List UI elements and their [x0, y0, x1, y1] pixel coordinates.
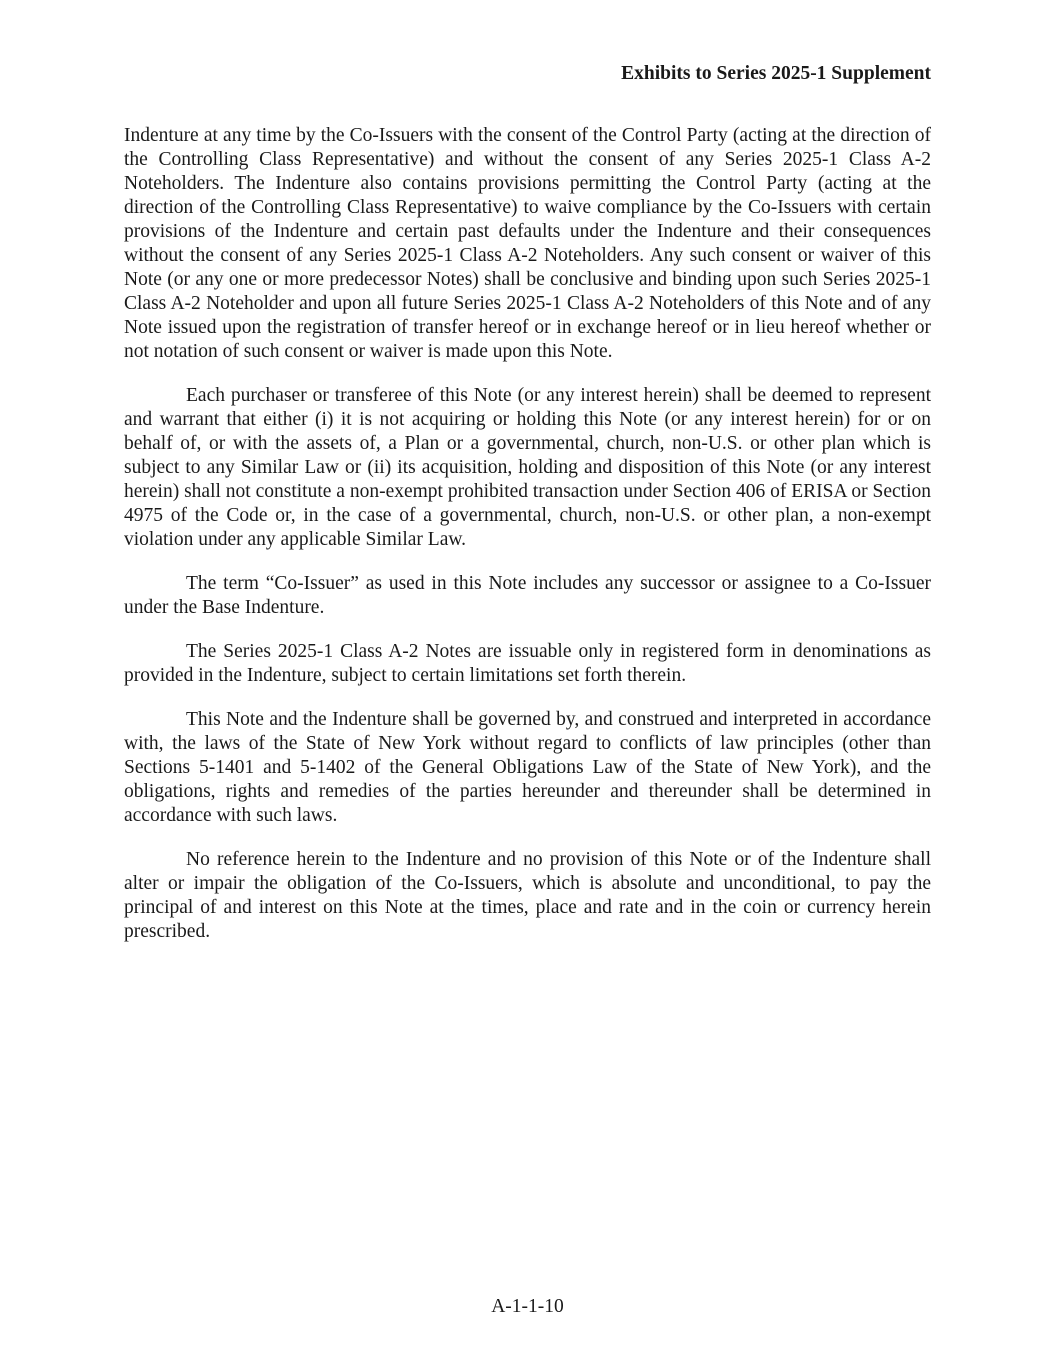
paragraph-governing-law: This Note and the Indenture shall be governed by, and construed and interpreted in accordance with, the laws of the State of New York without regard to conflicts of law principles (other than Sections 5-1401 and 5-1402 of the General Obligations Law of the State of New York), and the obligations, rights and remedies of the parties hereunder and thereunder shall be determined in accordance with such laws. — [124, 709, 931, 826]
paragraph-denominations: The Series 2025-1 Class A-2 Notes are issuable only in registered form in denominations as provided in the Indenture, subject to certain limitations set forth therein. — [124, 641, 931, 686]
page-number: A-1-1-10 — [491, 1296, 564, 1317]
page-header-title: Exhibits to Series 2025-1 Supplement — [621, 63, 931, 84]
document-body — [124, 124, 931, 964]
paragraph-purchaser-representation: Each purchaser or transferee of this Note (or any interest herein) shall be deemed to represent and warrant that either (i) it is not acquiring or holding this Note (or any interest herein) for or on behalf of, or with the assets of, a Plan or a governmental, church, non-U.S. or other plan which is subject to any Similar Law or (ii) its acquisition, holding and disposition of this Note (or any interest herein) shall not constitute a non-exempt prohibited transaction under Section 406 of ERISA or Section 4975 of the Code or, in the case of a governmental, church, non-U.S. or other plan, a non-exempt violation under any applicable Similar Law. — [124, 385, 931, 550]
paragraph-obligation: No reference herein to the Indenture and no provision of this Note or of the Indenture shall alter or impair the obligation of the Co-Issuers, which is absolute and unconditional, to pay the principal of and interest on this Note at the times, place and rate and in the coin or currency herein prescribed. — [124, 849, 931, 942]
paragraph-co-issuer-definition: The term “Co-Issuer” as used in this Note includes any successor or assignee to a Co-Issuer under the Base Indenture. — [124, 573, 931, 618]
paragraph-indenture-amendment: Indenture at any time by the Co-Issuers with the consent of the Control Party (acting at the direction of the Controlling Class Representative) and without the consent of any Series 2025-1 Class A-2 Noteholders. The Indenture also contains provisions permitting the Control Party (acting at the direction of the Controlling Class Representative) to waive compliance by the Co-Issuers with certain provisions of the Indenture and certain past defaults under the Indenture and their consequences without the consent of any Series 2025-1 Class A-2 Noteholders. Any such consent or waiver of this Note (or any one or more predecessor Notes) shall be conclusive and binding upon such Series 2025-1 Class A-2 Noteholder and upon all future Series 2025-1 Class A-2 Noteholders of this Note and of any Note issued upon the registration of transfer hereof or in exchange hereof or in lieu hereof whether or not notation of such consent or waiver is made upon this Note. — [124, 125, 931, 362]
